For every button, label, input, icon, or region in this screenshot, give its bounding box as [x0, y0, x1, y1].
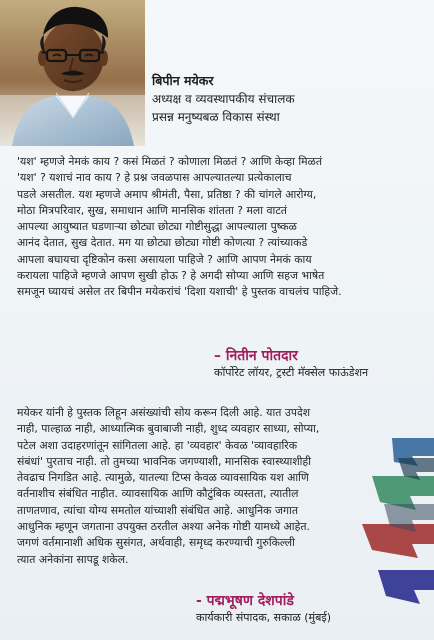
testimonial-1-line: समजून घ्यायचं असेल तर बिपीन मयेकरांचं 'दिशा यशाची' हे पुस्तक वाचलंच पाहिजे.: [17, 285, 342, 299]
testimonial-1-line: आपल्या आयुष्यात घडणाऱ्या छोट्या छोट्या गोष्टीसुद्धा आपल्याला पुष्कळ: [17, 220, 297, 234]
testimonial-1-line: आपला बघायचा दृष्टिकोन कसा असायला पाहिजे ? आणि आपण नेमकं काय: [17, 252, 312, 266]
testimonial-1: [17, 154, 410, 301]
testimonial-1-line: आनंद देतात, सुख देतात. मग या छोट्या छोट्या गोष्टी कोणत्या ? त्यांच्याकडे: [17, 236, 308, 250]
testimonial-1-line: 'यश' ? यशाचं नाव काय ? हे प्रश्न जवळपास आपल्यातल्या प्रत्येकालाच: [17, 171, 292, 185]
author-organization: प्रसन्न मनुष्यबळ विकास संस्था: [152, 110, 280, 124]
author-name: बिपीन मयेकर: [152, 73, 214, 88]
testimonial-2-line: संबंधां' पुरताच नाही. तो तुमच्या भावनिक जगण्याशी, मानसिक स्वास्थ्याशीही: [17, 454, 312, 468]
portrait-illustration: [0, 0, 145, 146]
testimonial-2-line: मयेकर यांनी हे पुस्तक लिहून असंख्यांची सोय करून दिली आहे. यात उपदेश: [17, 406, 311, 419]
author-info: [152, 72, 422, 126]
testimonial-2-line: पटेल अशा उदाहरणांतून सांगितला आहे. हा 'व्यवहार' केवळ 'व्यावहारिक: [17, 438, 298, 452]
testimonial-2-line: आधुनिक म्हणून जगताना उपयुक्त ठरतील अश्या अनेक गोष्टी यामध्ये आहेत.: [17, 520, 310, 534]
testimonial-2-signature: [196, 592, 424, 626]
testimonial-1-line: 'यश' म्हणजे नेमकं काय ? कसं मिळतं ? कोणाला मिळतं ? आणि केव्हा मिळतं: [17, 155, 323, 168]
testimonial-2-line: त्यात अनेकांना सापडू शकेल.: [17, 552, 129, 566]
author-photo: [0, 0, 145, 146]
signature-name: - पद्मभूषण देशपांडे: [196, 593, 294, 609]
testimonial-1-line: मोठा मित्रपरिवार, सुख, समाधान आणि मानसिक शांतता ? मला वाटतं: [17, 203, 287, 217]
signature-title: कॉर्पोरेट लॉयर, ट्रस्टी मॅक्सेल फाऊंडेशन: [214, 366, 369, 379]
testimonial-2-line: जगणं वर्तमानाशी अधिक सुसंगत, अर्थवाही, समृध्द करण्याची गुरुकिल्ली: [17, 536, 295, 550]
testimonial-2-line: ताणतणाव, त्यांचा योग्य समतोल यांच्याशी संबंधित आहे. आधुनिक जगात: [17, 503, 299, 517]
testimonial-2-line: वर्तनाशीच संबंधित नाहीत. व्यावसायिक आणि कौटुंबिक व्यस्तता, त्यातील: [17, 487, 299, 501]
signature-title: कार्यकारी संपादक, सकाळ (मुंबई): [196, 611, 332, 624]
testimonial-2-line: तेवढाच निगडित आहे. त्यामुळे, यातल्या टिप्स केवळ व्यावसायिक यश आणि: [17, 471, 309, 485]
testimonial-1-line: पडले असतील. यश म्हणजे अमाप श्रीमंती, पैसा, प्रतिष्ठा ? की चांगले आरोग्य,: [17, 187, 317, 201]
signature-name: – नितीन पोतदार: [214, 348, 298, 364]
testimonial-1-signature: [214, 347, 424, 381]
author-role: अध्यक्ष व व्यवस्थापकीय संचालक: [152, 92, 295, 106]
testimonial-2-line: नाही, पाल्हाळ नाही, आध्यात्मिक बुवाबाजी नाही, शुध्द व्यवहार साध्या, सोप्या,: [17, 422, 320, 436]
testimonial-2: [17, 405, 410, 568]
testimonial-1-line: करायला पाहिजे म्हणजे आपण सुखी होऊ ? हे अगदी सोप्या आणि सहज भाषेत: [17, 269, 325, 283]
